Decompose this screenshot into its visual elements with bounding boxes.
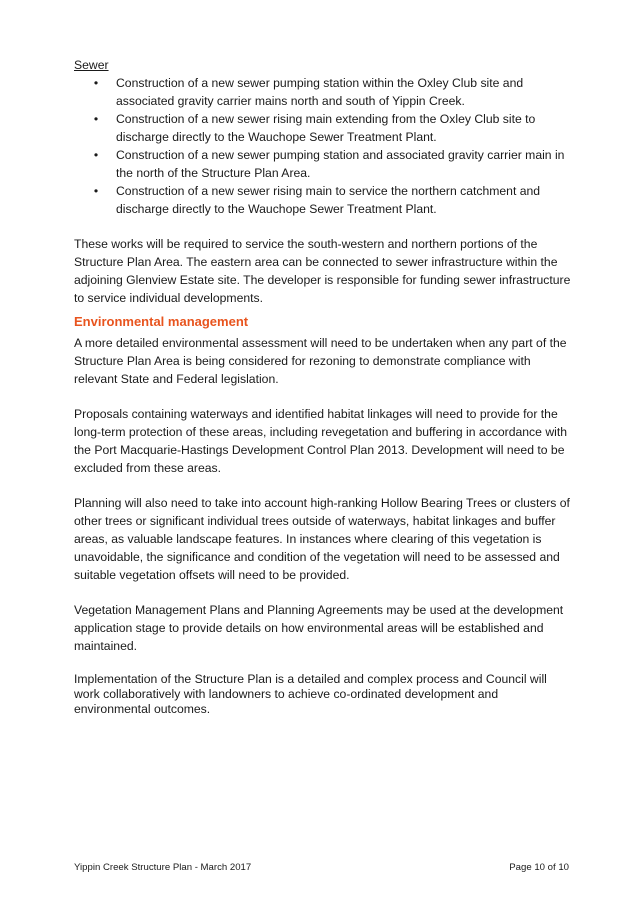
page-number: Page 10 of 10 bbox=[509, 862, 569, 873]
paragraph: Vegetation Management Plans and Planning Agreements may be used at the development application stage to provide details on how environmental areas will be established and maintained. bbox=[74, 603, 564, 653]
list-item bbox=[74, 146, 574, 182]
footer-title: Yippin Creek Structure Plan - March 2017 bbox=[74, 862, 252, 873]
spacer bbox=[74, 388, 574, 405]
spacer bbox=[74, 218, 574, 235]
paragraph: A more detailed environmental assessment will need to be undertaken when any part of the Structure Plan Area is being considered for rezoning to demonstrate compliance with relevant State and Federal legislation. bbox=[74, 336, 567, 386]
paragraph: Implementation of the Structure Plan is a detailed and complex process and Council will work collaboratively with landowners to achieve co-ordinated development and environmental outcomes. bbox=[74, 672, 547, 716]
list-item bbox=[74, 74, 574, 110]
paragraph: Proposals containing waterways and identified habitat linkages will need to provide for the long-term protection of these areas, including revegetation and buffering in accordance with the Port Macquarie-Hastings Development Control Plan 2013. Development will need to be excluded from these areas. bbox=[74, 407, 567, 475]
bullet-icon: • bbox=[93, 76, 99, 90]
sewer-heading: Sewer bbox=[74, 58, 109, 72]
list-item-text: Construction of a new sewer rising main to service the northern catchment and discharge directly to the Wauchope Sewer Treatment Plant. bbox=[116, 184, 541, 216]
spacer bbox=[74, 584, 574, 601]
spacer bbox=[74, 655, 574, 672]
sewer-paragraph: These works will be required to service the south-western and northern portions of the Structure Plan Area. The eastern area can be connected to sewer infrastructure within the adjoining Glenview Estate site. The developer is responsible for funding sewer infrastructure to service individual developments. bbox=[74, 237, 571, 305]
list-item-text: Construction of a new sewer pumping station and associated gravity carrier main in the north of the Structure Plan Area. bbox=[116, 148, 565, 180]
spacer bbox=[74, 477, 574, 494]
bullet-icon: • bbox=[93, 112, 99, 126]
paragraph: Planning will also need to take into account high-ranking Hollow Bearing Trees or clusters of other trees or significant individual trees outside of waterways, habitat linkages and buffer areas, as valuable landscape features. In instances where clearing of this vegetation is unavoidable, the significance and condition of the vegetation will need to be assessed and suitable vegetation offsets will need to be provided. bbox=[74, 496, 570, 582]
bullet-icon: • bbox=[93, 184, 99, 198]
bullet-icon: • bbox=[93, 148, 99, 162]
page-content bbox=[74, 56, 574, 717]
list-item bbox=[74, 110, 574, 146]
sewer-bullet-list bbox=[74, 74, 574, 218]
environmental-heading: Environmental management bbox=[74, 314, 249, 329]
list-item-text: Construction of a new sewer pumping station within the Oxley Club site and associated gravity carrier mains north and south of Yippin Creek. bbox=[116, 76, 524, 108]
list-item-text: Construction of a new sewer rising main extending from the Oxley Club site to discharge directly to the Wauchope Sewer Treatment Plant. bbox=[116, 112, 536, 144]
list-item bbox=[74, 182, 574, 218]
